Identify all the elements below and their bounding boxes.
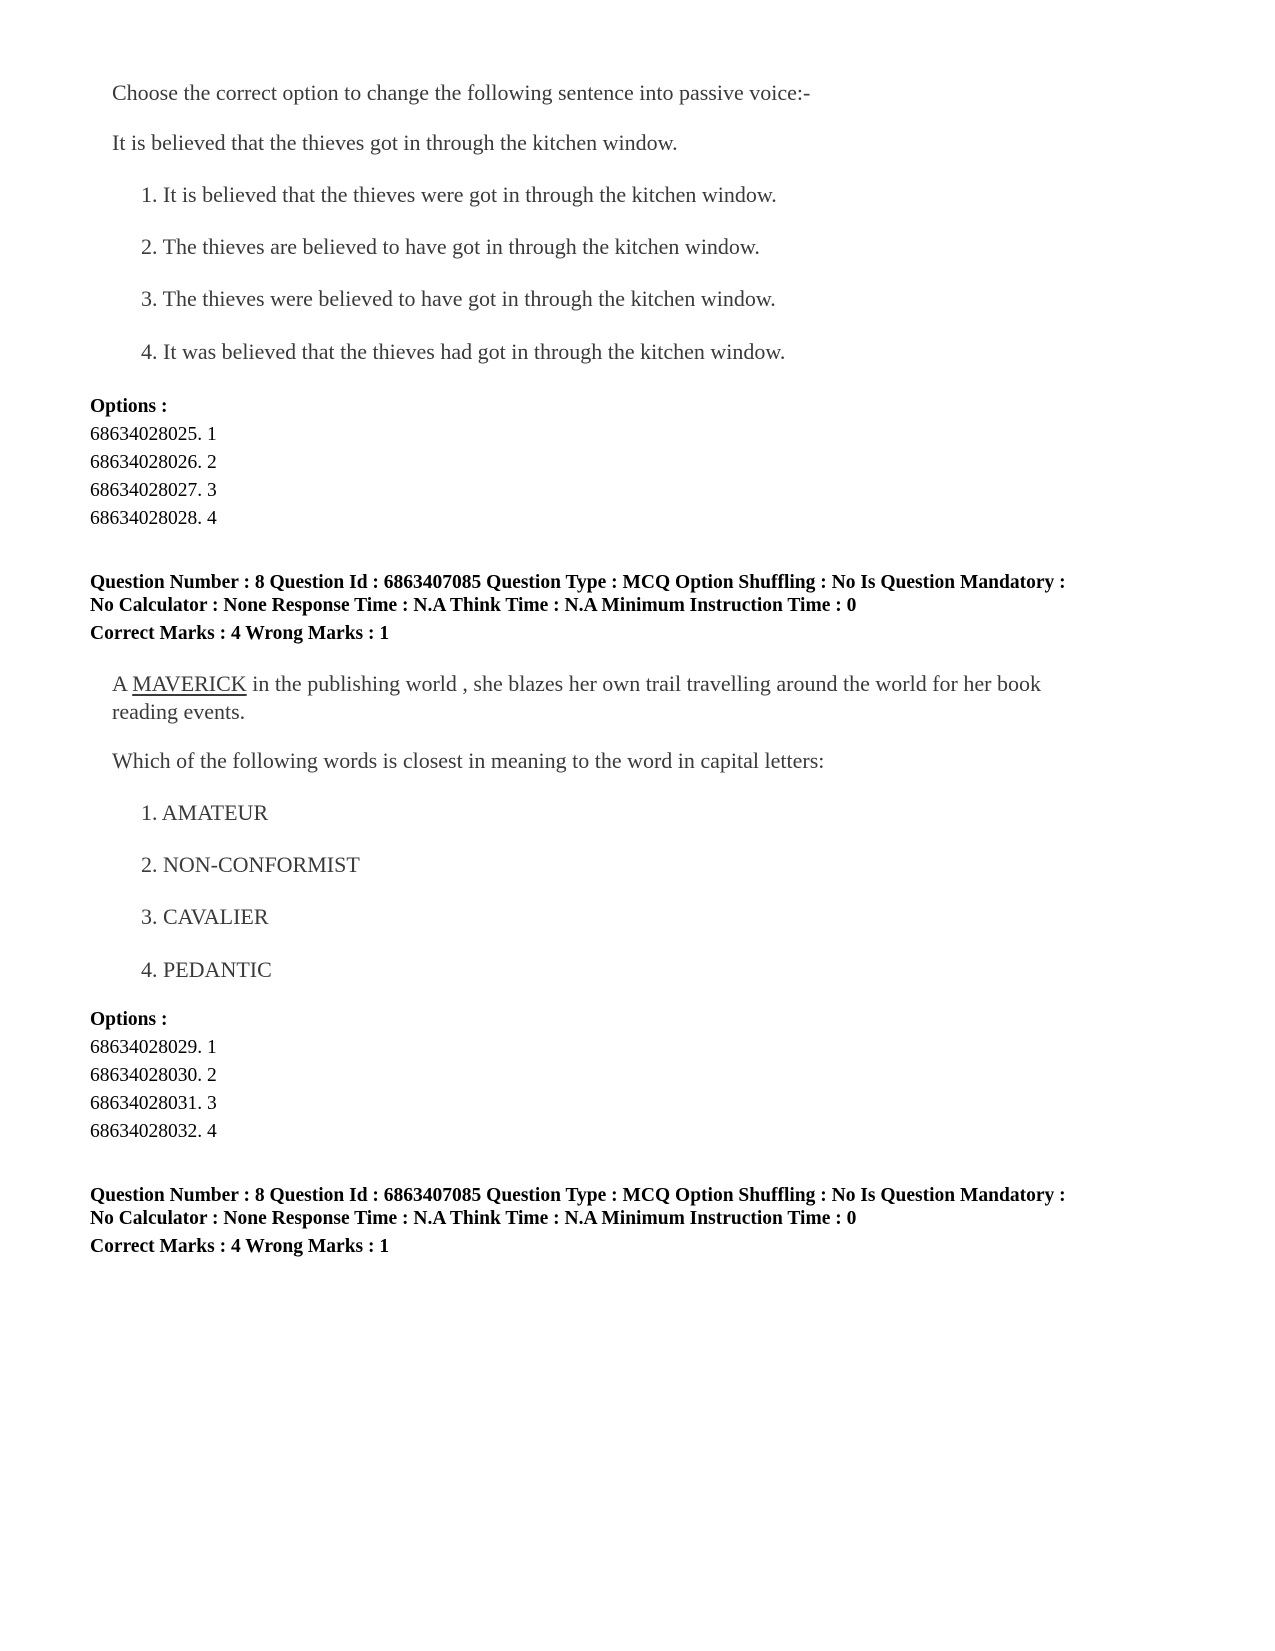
q8-option-4: 68634028032. 4 [90, 1121, 217, 1142]
q7-options-label: Options : [90, 396, 168, 417]
q8-options-label: Options : [90, 1009, 168, 1030]
q8-passage-word: MAVERICK [132, 671, 247, 696]
q8-choice-2: 2. NON-CONFORMIST [141, 852, 360, 877]
q7-choice-4: 4. It was believed that the thieves had got in through the kitchen window. [141, 339, 786, 364]
q9-marks: Correct Marks : 4 Wrong Marks : 1 [90, 1236, 390, 1257]
q7-choice-1: 1. It is believed that the thieves were got in through the kitchen window. [141, 182, 777, 207]
q7-option-4: 68634028028. 4 [90, 508, 217, 529]
q8-meta-line-1: Question Number : 8 Question Id : 6863407085 Question Type : MCQ Option Shuffling : No Is Question Mandatory : [90, 572, 1066, 593]
q7-choice-3: 3. The thieves were believed to have got in through the kitchen window. [141, 286, 776, 311]
q7-option-3: 68634028027. 3 [90, 480, 217, 501]
q9-meta-line-1: Question Number : 8 Question Id : 6863407085 Question Type : MCQ Option Shuffling : No Is Question Mandatory : [90, 1185, 1066, 1206]
q9-meta-line-2: No Calculator : None Response Time : N.A Think Time : N.A Minimum Instruction Time : 0 [90, 1208, 857, 1229]
q8-option-2: 68634028030. 2 [90, 1065, 217, 1086]
q8-choice-3: 3. CAVALIER [141, 904, 269, 929]
q7-option-2: 68634028026. 2 [90, 452, 217, 473]
q8-question: Which of the following words is closest in meaning to the word in capital letters: [112, 748, 825, 773]
q8-meta-line-2: No Calculator : None Response Time : N.A Think Time : N.A Minimum Instruction Time : 0 [90, 595, 857, 616]
q8-choice-1: 1. AMATEUR [141, 800, 269, 825]
q7-instruction: Choose the correct option to change the following sentence into passive voice:- [112, 80, 811, 105]
q8-choice-4: 4. PEDANTIC [141, 957, 272, 982]
q7-sentence: It is believed that the thieves got in through the kitchen window. [112, 130, 678, 155]
q7-choice-2: 2. The thieves are believed to have got in through the kitchen window. [141, 234, 760, 259]
q8-passage [112, 670, 1112, 726]
q8-passage-rest: in the publishing world , she blazes her own trail travelling around the world for her book reading events. [112, 671, 1041, 724]
q8-option-1: 68634028029. 1 [90, 1037, 217, 1058]
q8-option-3: 68634028031. 3 [90, 1093, 217, 1114]
q8-passage-prefix: A [112, 671, 133, 696]
q8-marks: Correct Marks : 4 Wrong Marks : 1 [90, 623, 390, 644]
q7-option-1: 68634028025. 1 [90, 424, 217, 445]
